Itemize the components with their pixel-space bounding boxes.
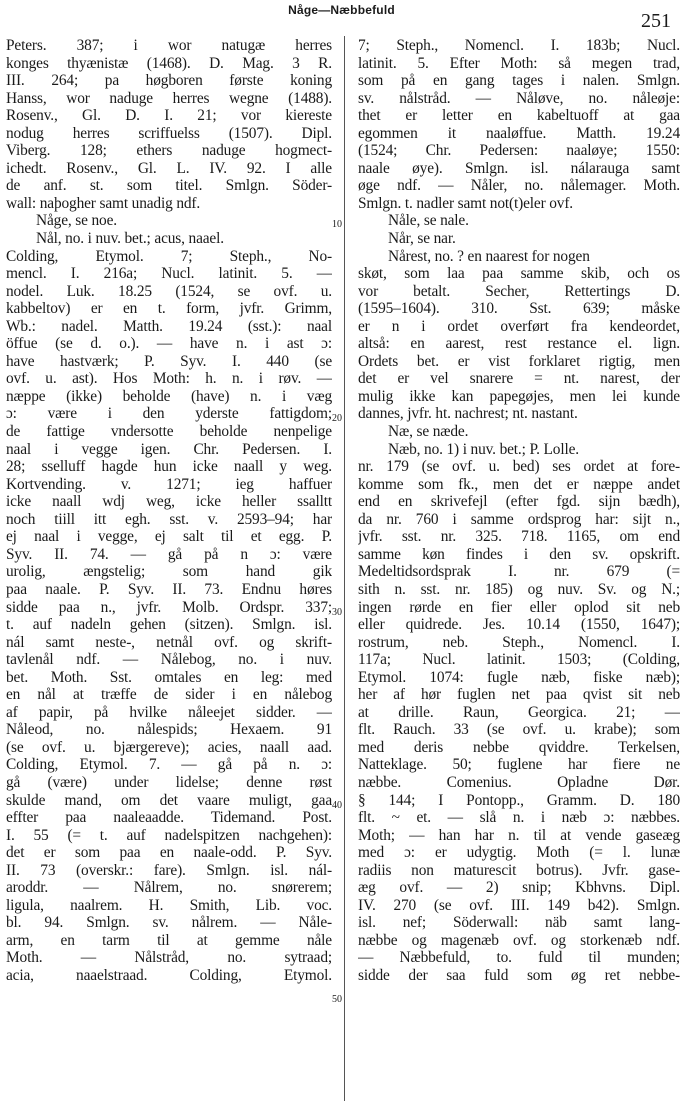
text-line: Syv. II. 74. — gå på n ɔ: være <box>6 545 332 563</box>
text-line: aroddr. — Nålrem, no. snørerem; <box>6 879 332 897</box>
text-line: bet. Moth. Sst. omtales en leg: med <box>6 668 332 686</box>
text-line: Kortvending. v. 1271; ieg haffuer <box>6 475 332 493</box>
text-line: ej naal i vegge, ej salt til et egg. P. <box>6 528 332 546</box>
text-line: nodel. Luk. 18.25 (1524, se ovf. u. <box>6 282 332 300</box>
line-number: 30 <box>332 607 342 618</box>
text-line: (1524; Chr. Pedersen: naaløye; 1550: <box>358 142 680 160</box>
text-line: naale øye). Smlgn. isl. nálarauga samt <box>358 159 680 177</box>
text-line: de anf. st. som titel. Smlgn. Söder- <box>6 177 332 195</box>
text-line: er n i ordet overført fra kendeordet, <box>358 317 680 335</box>
text-line: noch tiill itt egh. sst. v. 2593–94; har <box>6 510 332 528</box>
text-line: sv. nålstråd. — Nåløve, no. nåleøje: <box>358 89 680 107</box>
text-line: en nål at træffe de sider i en nålebog <box>6 686 332 704</box>
text-line: ovf. u. ast). Hos Moth: h. n. i røv. — <box>6 370 332 388</box>
text-line: III. 264; pa høgboren første koning <box>6 72 332 90</box>
text-line: bl. 94. Smlgn. sv. nålrem. — Nåle- <box>6 914 332 932</box>
text-line: konges thyænistæ (1468). D. Mag. 3 R. <box>6 54 332 72</box>
text-line: de fattige vndersotte beholde nenpelige <box>6 423 332 441</box>
text-line: øge ndf. — Nåler, no. nålemager. Moth. <box>358 177 680 195</box>
line-number: 10 <box>332 219 342 230</box>
text-line: Rosenv., Gl. D. I. 21; vor kiereste <box>6 107 332 125</box>
text-line: vor betalt. Secher, Rettertings D. <box>358 282 680 300</box>
text-line: Någe, se noe. <box>36 212 117 230</box>
text-line: II. 73 (overskr.: fare). Smlgn. isl. nál- <box>6 861 332 879</box>
text-line: Natteklage. 50; fuglene har fiere ne <box>358 756 680 774</box>
text-line: Etymol. 1074: fugle næb, fiske næb); <box>358 668 680 686</box>
text-line: 28; sselluff hagde hun icke naall y weg. <box>6 458 332 476</box>
text-line: öffue (se d. o.). — have n. i ast ɔ: <box>6 335 332 353</box>
text-line: Næb, no. 1) i nuv. bet.; P. Lolle. <box>388 440 579 458</box>
line-number: 50 <box>332 994 342 1005</box>
text-line: altså: en aarest, rest restance el. lign. <box>358 335 680 353</box>
text-line: IV. 270 (se ovf. III. 149 b42). Smlgn. <box>358 896 680 914</box>
text-line: næppe (ikke) beholde (have) n. i væg <box>6 387 332 405</box>
text-line: (1595–1604). 310. Sst. 639; måske <box>358 300 680 318</box>
running-head: Någe—Næbbefuld <box>288 3 395 17</box>
text-line: komme som fk., men det er næppe andet <box>358 475 680 493</box>
text-line: skøt, som laa paa samme skib, och os <box>358 265 680 283</box>
text-line: næbbe og magenæb ovf. og storkenæb ndf. <box>358 931 680 949</box>
text-line: skulde mand, om det vaare muligt, gaa <box>6 791 332 809</box>
text-line: det er vel snarere = nt. narest, der <box>358 370 680 388</box>
text-line: nodug herres scriffuelss (1507). Dipl. <box>6 124 332 142</box>
text-line: Ordets bet. er vist forklaret rigtig, men <box>358 352 680 370</box>
text-line: icke naall wdj weg, icke heller ssalltt <box>6 493 332 511</box>
text-line: Smlgn. t. nadler samt not(t)eler ovf. <box>358 194 573 212</box>
text-line: naal i vegge igen. Chr. Pedersen. I. <box>6 440 332 458</box>
text-line: acia, naaelstraad. Colding, Etymol. <box>6 966 332 984</box>
text-line: Moth. — Nålstråd, no. sytraad; <box>6 949 332 967</box>
text-line: nál samt neste-, netnål ovf. og skrift- <box>6 633 332 651</box>
text-line: Colding, Etymol. 7. — gå på n. ɔ: <box>6 756 332 774</box>
text-line: mulig ikke kan papegøjes, men lei kunde <box>358 387 680 405</box>
text-line: jvfr. sst. nr. 325. 718. 1165, om end <box>358 528 680 546</box>
text-line: ingen rørde en fier eller oplod sit neb <box>358 598 680 616</box>
text-line: æg ovf. — 2) snip; Kbhvns. Dipl. <box>358 879 680 897</box>
text-line: Nål, no. i nuv. bet.; acus, naael. <box>36 230 224 248</box>
text-line: som på en gang tages i nalen. Smlgn. <box>358 72 680 90</box>
text-line: — Næbbefuld, to. fuld til munden; <box>358 949 680 967</box>
text-line: effter paa naaleaadde. Tidemand. Post. <box>6 809 332 827</box>
text-line: næbbe. Comenius. Opladne Dør. <box>358 773 680 791</box>
text-line: Moth; — han har n. til at vende gaseæg <box>358 826 680 844</box>
text-line: samme køn findes i den sv. opskrift. <box>358 545 680 563</box>
text-line: at drille. Raun, Georgica. 21; — <box>358 703 680 721</box>
text-line: I. 55 (= t. auf nadelspitzen nachgehen): <box>6 826 332 844</box>
text-line: flt. ~ et. — slå n. i næb ɔ: næbbes. <box>358 809 680 827</box>
text-line: Colding, Etymol. 7; Steph., No- <box>6 247 332 265</box>
text-line: § 144; I Pontopp., Gramm. D. 180 <box>358 791 680 809</box>
text-line: dannes, jvfr. ht. nachrest; nt. nastant. <box>358 405 578 423</box>
text-line: Nårest, no. ? en naarest for nogen <box>388 247 590 265</box>
text-line: end en skrivefejl (efter fgd. sijn bædh), <box>358 493 680 511</box>
text-line: eller quidrede. Jes. 10.14 (1550, 1647); <box>358 616 680 634</box>
left-column <box>6 37 332 985</box>
text-line: have hastværk; P. Syv. I. 440 (se <box>6 352 332 370</box>
text-line: sith n. sst. nr. 185) og nuv. Sv. og N.; <box>358 580 680 598</box>
column-divider <box>344 36 345 1101</box>
text-line: ligula, naalrem. H. Smith, Lib. voc. <box>6 896 332 914</box>
text-line: sidde der saa fuld som øg ret nebbe- <box>358 966 680 984</box>
text-line: flt. Rauch. 33 (se ovf. u. krabe); som <box>358 721 680 739</box>
text-line: radiis non maturescit botrus). Jvfr. gase- <box>358 861 680 879</box>
text-line: rostrum, neb. Steph., Nomencl. I. <box>358 633 680 651</box>
text-line: da nr. 760 i samme ordsprog har: sijt n., <box>358 510 680 528</box>
text-line: ichedt. Rosenv., Gl. L. IV. 92. I alle <box>6 159 332 177</box>
text-line: Viberg. 128; ethers naduge hogmect- <box>6 142 332 160</box>
text-line: med ɔ: er udygtig. Moth (= l. lunæ <box>358 844 680 862</box>
text-line: arm, en tarm til at gemme nåle <box>6 931 332 949</box>
text-line: her af hør fuglen net paa qvist sit neb <box>358 686 680 704</box>
text-line: ɔ: være i den yderste fattigdom; <box>6 405 332 423</box>
text-line: wall: naþogher samt unadig ndf. <box>6 194 201 212</box>
text-line: Næ, se næde. <box>388 423 469 441</box>
line-number: 20 <box>332 413 342 424</box>
text-line: kabbeltov) er en t. form, jvfr. Grimm, <box>6 300 332 318</box>
text-line: Når, se nar. <box>388 230 456 248</box>
text-line: Hanss, wor naduge herres wegne (1488). <box>6 89 332 107</box>
text-line: Medeltidsordsprak I. nr. 679 (= <box>358 563 680 581</box>
text-line: det er som paa en naale-odd. P. Syv. <box>6 844 332 862</box>
text-line: isl. nef; Söderwall: näb samt lang- <box>358 914 680 932</box>
text-line: nr. 179 (se ovf. u. bed) ses ordet at fore- <box>358 458 680 476</box>
text-line: sidde paa n., jvfr. Molb. Ordspr. 337; <box>6 598 332 616</box>
text-line: t. auf nadeln gehen (sitzen). Smlgn. isl. <box>6 616 332 634</box>
text-line: 117a; Nucl. latinit. 1503; (Colding, <box>358 651 680 669</box>
text-line: af papir, på hvilke nåleejet sidder. — <box>6 703 332 721</box>
text-line: 7; Steph., Nomencl. I. 183b; Nucl. <box>358 37 680 54</box>
text-line: Nåleod, no. nålespids; Hexaem. 91 <box>6 721 332 739</box>
text-line: thet er letter en kabeltuoff at gaa <box>358 107 680 125</box>
right-column <box>358 37 680 985</box>
text-line: Wb.: nadel. Matth. 19.24 (sst.): naal <box>6 317 332 335</box>
text-line: paa naale. P. Syv. II. 73. Endnu høres <box>6 580 332 598</box>
text-line: Peters. 387; i wor natugæ herres <box>6 37 332 54</box>
text-line: egommen it naaløffue. Matth. 19.24 <box>358 124 680 142</box>
text-line: med deris nebbe qviddre. Terkelsen, <box>358 738 680 756</box>
page-number: 251 <box>641 10 671 32</box>
text-line: gå (være) under lidelse; denne røst <box>6 773 332 791</box>
text-line: (se ovf. u. bjærgereve); acies, naall aad. <box>6 738 332 756</box>
text-line: urolig, ængstelig; som hand gik <box>6 563 332 581</box>
text-line: Nåle, se nale. <box>388 212 469 230</box>
text-line: mencl. I. 216a; Nucl. latinit. 5. — <box>6 265 332 283</box>
text-line: tavlenål ndf. — Nålebog, no. i nuv. <box>6 651 332 669</box>
text-line: latinit. 5. Efter Moth: så megen trad, <box>358 54 680 72</box>
line-number: 40 <box>332 800 342 811</box>
